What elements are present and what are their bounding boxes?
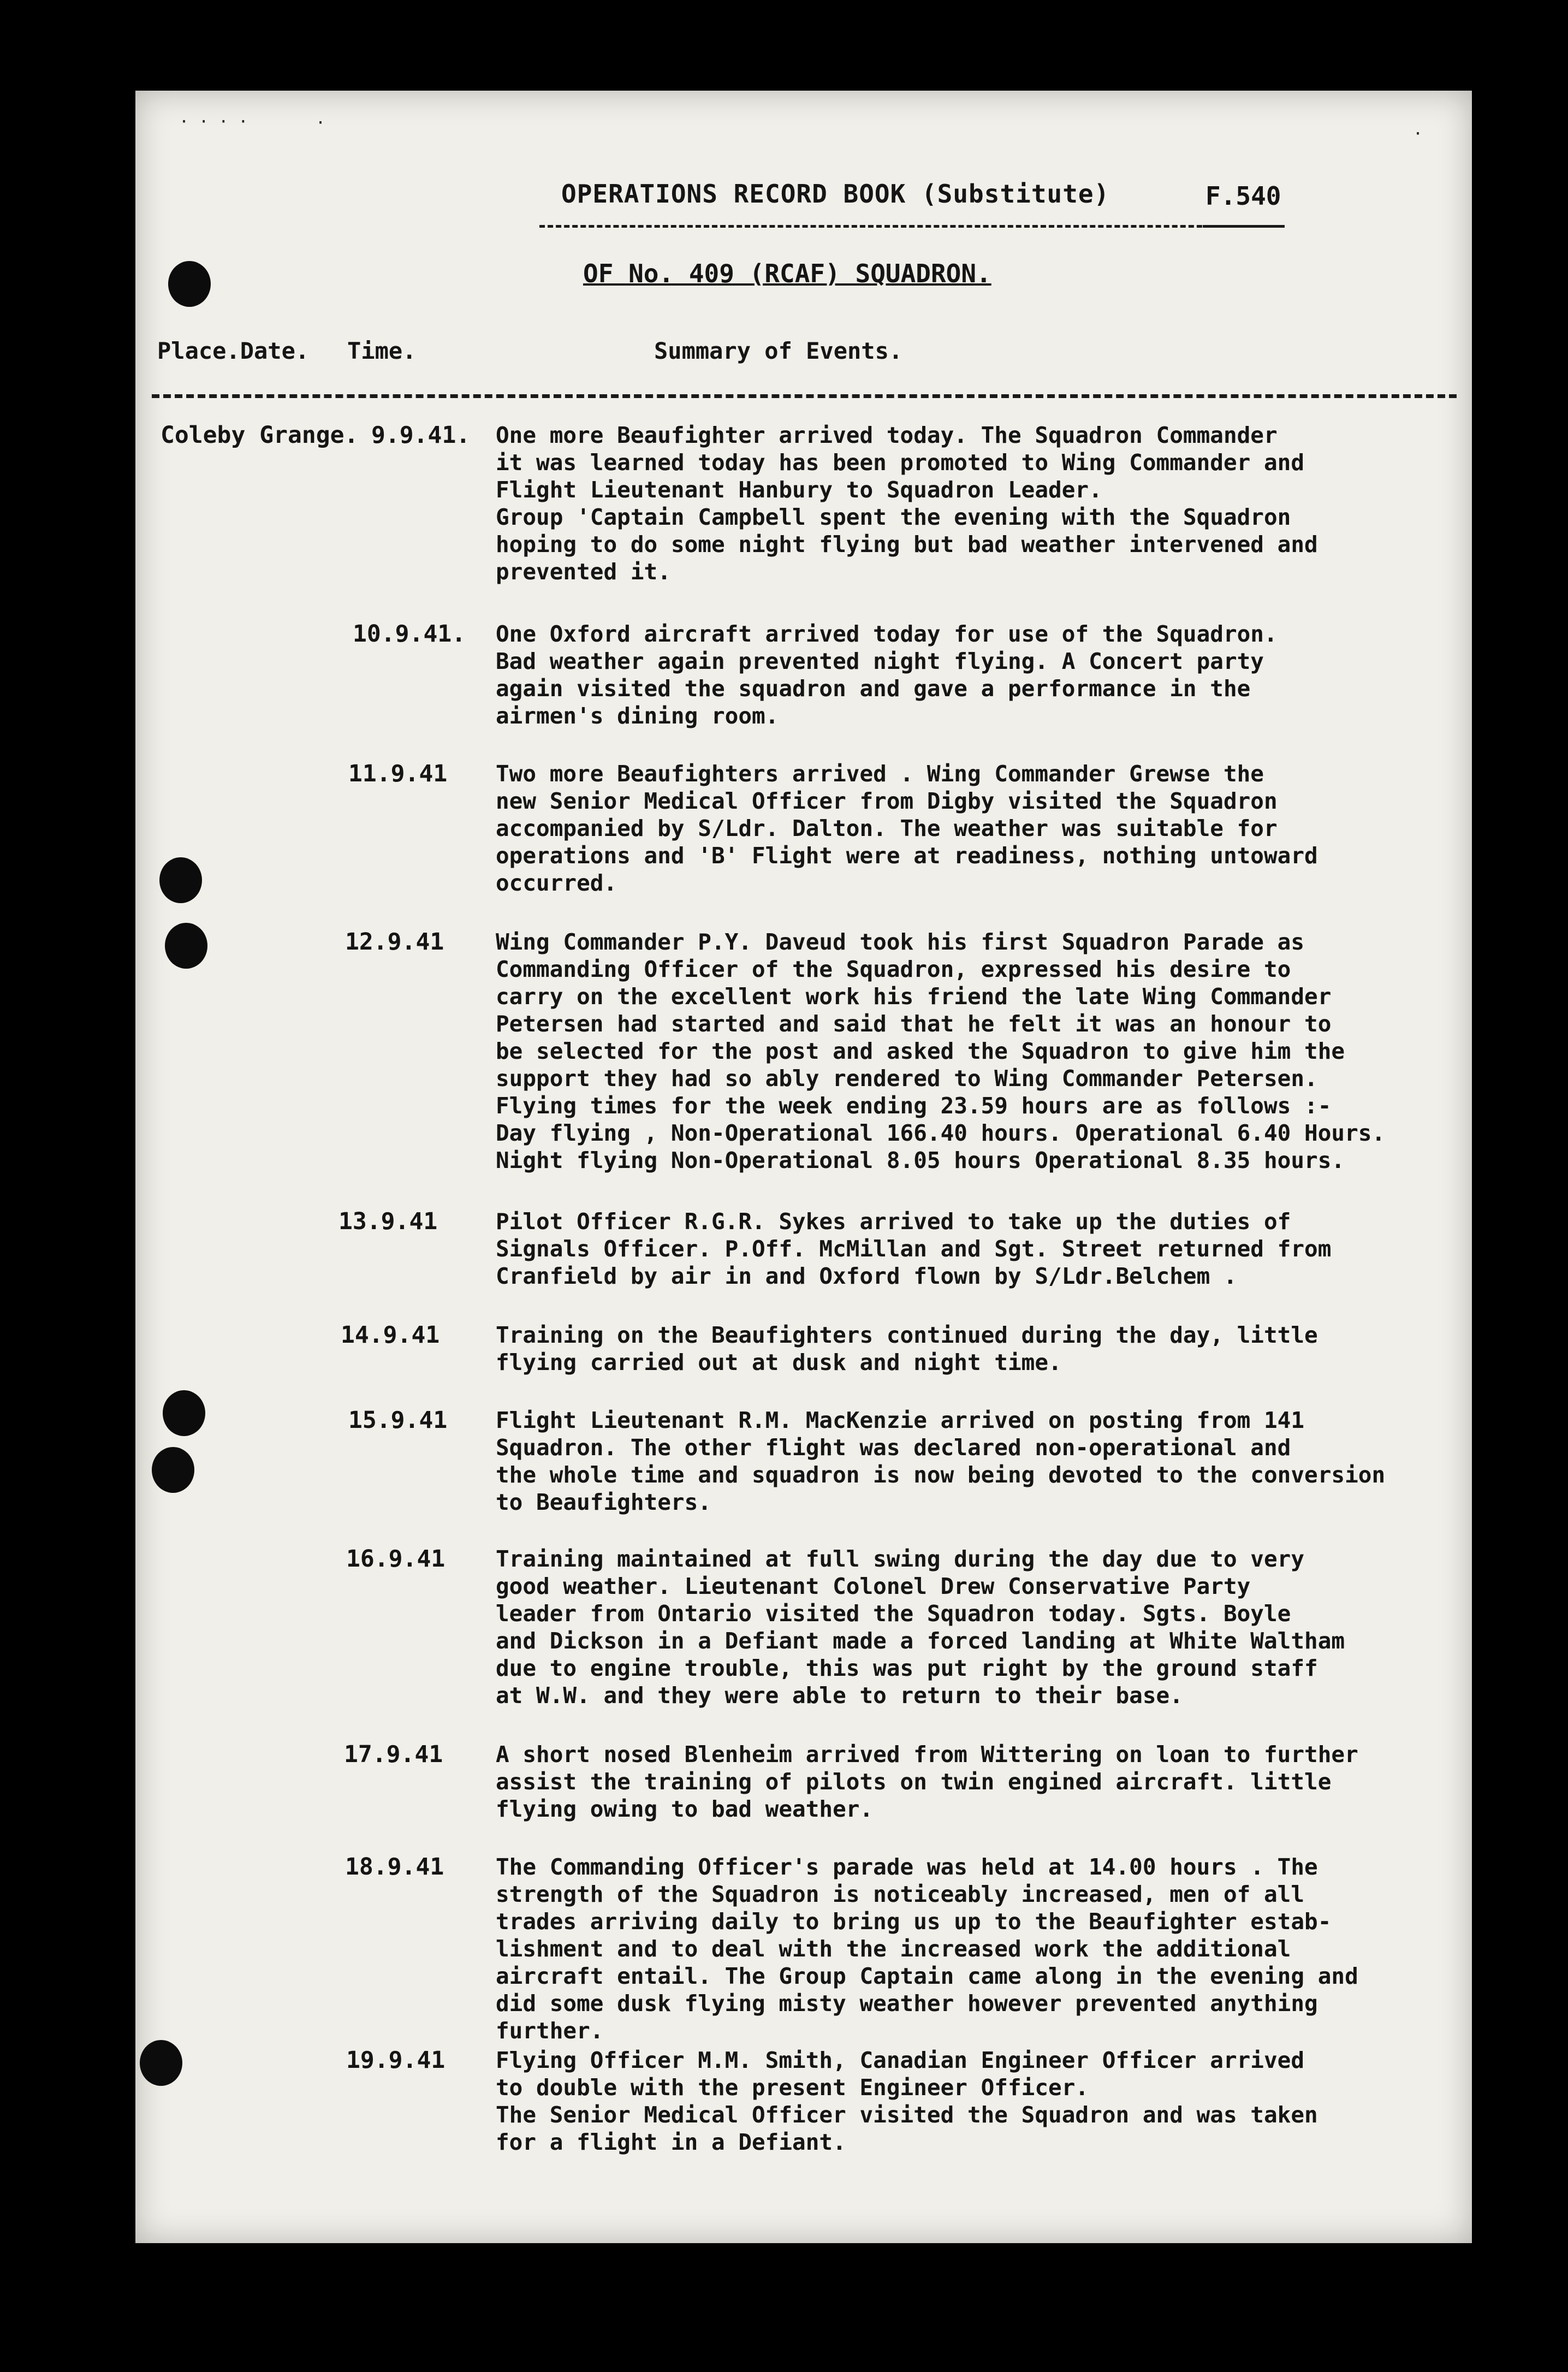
punch-hole xyxy=(165,923,207,969)
entry-text: Flying Officer M.M. Smith, Canadian Engineer Officer arrived to double with the present Engineer Officer. The Senior Medical Officer visited the Squadron and was taken for a flight in a Defiant. xyxy=(496,2047,1318,2155)
entry-text: One more Beaufighter arrived today. The Squadron Commander it was learned today has been promoted to Wing Commander and Flight Lieutenant Hanbury to Squadron Leader. Group 'Captain Campbell spent the evening with the Squadron hoping to do some night flying but bad weather intervened and prevented it. xyxy=(496,422,1318,585)
scan-mark: · xyxy=(1413,124,1423,144)
entry-text: A short nosed Blenheim arrived from Wittering on loan to further assist the training of pilots on twin engined aircraft. little flying owing to bad weather. xyxy=(496,1741,1358,1822)
entry-date: 12.9.41 xyxy=(345,928,444,956)
entry-date: 13.9.41 xyxy=(338,1208,438,1235)
punch-hole xyxy=(152,1447,194,1493)
form-title: OPERATIONS RECORD BOOK (Substitute) xyxy=(561,179,1110,209)
scan-mark: · xyxy=(316,114,326,133)
entry-date: 14.9.41 xyxy=(341,1321,440,1349)
column-heading-time: Time. xyxy=(347,337,417,364)
entry-text: Training maintained at full swing during the day due to very good weather. Lieutenant Colonel Drew Conservative Party leader from Ontario visited the Squadron today. Sgts. Boyle and Dickson in a Defiant made a forced landing at White Waltham due to engine trouble, this was put right by the ground staff at W.W. and they were able to return to their base. xyxy=(496,1546,1345,1709)
entry-text: Flight Lieutenant R.M. MacKenzie arrived on posting from 141 Squadron. The other flight was declared non-operational and the whole time and squadron is now being devoted to the conversion to Beaufighters. xyxy=(496,1407,1386,1515)
entry-date: 11.9.41 xyxy=(348,760,448,787)
entry-date: 19.9.41 xyxy=(346,2047,446,2074)
squadron-title: OF No. 409 (RCAF) SQUADRON. xyxy=(583,259,991,288)
punch-hole xyxy=(168,261,211,307)
scan-mark: · · · · xyxy=(179,112,248,132)
punch-hole xyxy=(163,1390,205,1436)
punch-hole xyxy=(159,857,202,903)
title-rule xyxy=(539,225,1219,228)
entry-date: 9.9.41. xyxy=(371,422,471,449)
entry-date: 10.9.41. xyxy=(353,620,466,648)
form-number: F.540 xyxy=(1205,181,1281,211)
entry-text: Pilot Officer R.G.R. Sykes arrived to take up the duties of Signals Officer. P.Off. McMillan and Sgt. Street returned from Cranfield by air in and Oxford flown by S/Ldr.Belchem . xyxy=(496,1208,1332,1289)
entry-text: Wing Commander P.Y. Daveud took his first Squadron Parade as Commanding Officer of the Squadron, expressed his desire to carry on the excellent work his friend the late Wing Commander Petersen had started and said that he felt it was an honour to be selected for the post and asked the Squadron to give him the support they had so ably rendered to Wing Commander Petersen. Flying times for the week ending 23.59 hours are as follows :- Day flying , Non-Operational 166.40 hours. Operational 6.40 Hours. Night flying Non-Operational 8.05 hours Operational 8.35 hours. xyxy=(496,929,1386,1173)
column-heading-place-date: Place.Date. xyxy=(157,337,310,364)
heading-rule xyxy=(152,394,1457,398)
document-page xyxy=(135,91,1472,2243)
entry-date: 16.9.41 xyxy=(346,1545,446,1573)
punch-hole xyxy=(140,2040,182,2086)
place-name: Coleby Grange. xyxy=(161,422,359,449)
entry-date: 17.9.41 xyxy=(344,1741,443,1768)
entry-date: 18.9.41 xyxy=(345,1853,444,1881)
form-number-rule xyxy=(1203,225,1285,228)
entry-text: One Oxford aircraft arrived today for use of the Squadron. Bad weather again prevented night flying. A Concert party again visited the squadron and gave a performance in the airmen's dining room. xyxy=(496,621,1278,729)
entry-text: The Commanding Officer's parade was held at 14.00 hours . The strength of the Squadron is noticeably increased, men of all trades arriving daily to bring us up to the Beaufighter estab- lishment and to deal with the increased work the additional aircraft entail. The Group Captain came along in the evening and did some dusk flying misty weather however prevented anything further. xyxy=(496,1854,1358,2044)
column-heading-summary: Summary of Events. xyxy=(654,337,903,364)
entry-text: Training on the Beaufighters continued during the day, little flying carried out at dusk and night time. xyxy=(496,1322,1318,1375)
entry-text: Two more Beaufighters arrived . Wing Commander Grewse the new Senior Medical Officer from Digby visited the Squadron accompanied by S/Ldr. Dalton. The weather was suitable for operations and 'B' Flight were at readiness, nothing untoward occurred. xyxy=(496,761,1318,896)
entry-date: 15.9.41 xyxy=(348,1407,448,1434)
